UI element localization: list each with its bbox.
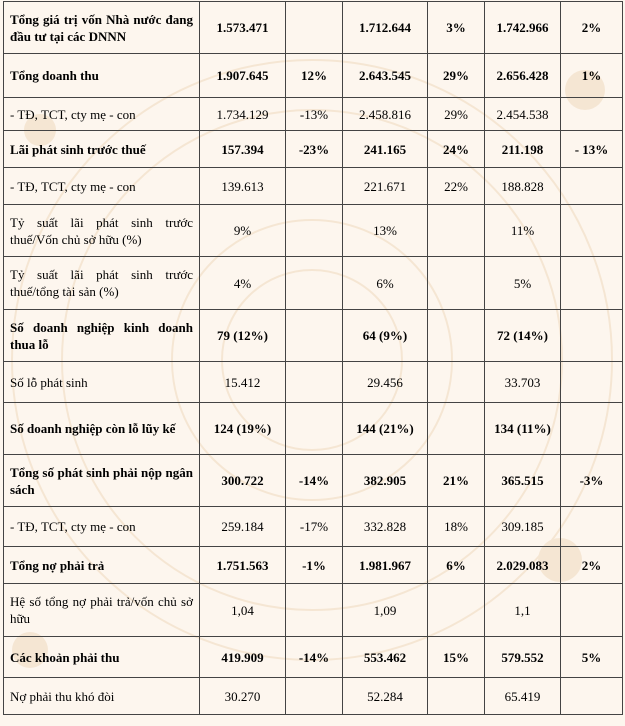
value-cell	[286, 257, 343, 310]
table-row	[4, 205, 623, 257]
value-cell: 52.284	[343, 678, 428, 715]
value-cell	[561, 507, 623, 547]
value-cell: 2.656.428	[485, 54, 561, 98]
value-cell: 2.458.816	[343, 98, 428, 131]
state-enterprise-financial-table	[3, 1, 623, 715]
row-label: Lãi phát sinh trước thuế	[4, 131, 200, 168]
row-label: - TĐ, TCT, cty mẹ - con	[4, 168, 200, 205]
value-cell: 553.462	[343, 637, 428, 678]
value-cell	[286, 310, 343, 362]
value-cell	[561, 310, 623, 362]
table-row	[4, 2, 623, 54]
table-row	[4, 257, 623, 310]
row-label: Tỷ suất lãi phát sinh trước thuế/tổng tài sản (%)	[4, 257, 200, 310]
table-row	[4, 678, 623, 715]
value-cell: 579.552	[485, 637, 561, 678]
table-body	[4, 2, 623, 715]
table-row	[4, 362, 623, 403]
value-cell: 259.184	[200, 507, 286, 547]
value-cell: 124 (19%)	[200, 403, 286, 455]
row-label: Tổng nợ phải trả	[4, 547, 200, 584]
row-label: Số lỗ phát sinh	[4, 362, 200, 403]
value-cell: 29%	[428, 54, 485, 98]
value-cell: 1,04	[200, 584, 286, 637]
value-cell: 72 (14%)	[485, 310, 561, 362]
value-cell: 22%	[428, 168, 485, 205]
value-cell: 139.613	[200, 168, 286, 205]
value-cell: -13%	[286, 98, 343, 131]
value-cell: 419.909	[200, 637, 286, 678]
value-cell: 13%	[343, 205, 428, 257]
row-label: Tỷ suất lãi phát sinh trước thuế/Vốn chủ sở hữu (%)	[4, 205, 200, 257]
value-cell: 221.671	[343, 168, 428, 205]
value-cell: -23%	[286, 131, 343, 168]
row-label: Tổng doanh thu	[4, 54, 200, 98]
value-cell: 33.703	[485, 362, 561, 403]
value-cell: 12%	[286, 54, 343, 98]
value-cell: 9%	[200, 205, 286, 257]
value-cell	[286, 403, 343, 455]
value-cell	[286, 362, 343, 403]
value-cell: 300.722	[200, 455, 286, 507]
value-cell: 1.734.129	[200, 98, 286, 131]
value-cell: 157.394	[200, 131, 286, 168]
value-cell: 11%	[485, 205, 561, 257]
value-cell: - 13%	[561, 131, 623, 168]
value-cell: 18%	[428, 507, 485, 547]
value-cell: 24%	[428, 131, 485, 168]
table-row	[4, 637, 623, 678]
value-cell: 241.165	[343, 131, 428, 168]
table-row	[4, 310, 623, 362]
value-cell: 1%	[561, 54, 623, 98]
value-cell: 29.456	[343, 362, 428, 403]
table-row	[4, 547, 623, 584]
value-cell: 2.454.538	[485, 98, 561, 131]
value-cell: 134 (11%)	[485, 403, 561, 455]
table-row	[4, 455, 623, 507]
value-cell: 2%	[561, 547, 623, 584]
value-cell: 365.515	[485, 455, 561, 507]
value-cell	[561, 205, 623, 257]
value-cell: 30.270	[200, 678, 286, 715]
row-label: - TĐ, TCT, cty mẹ - con	[4, 507, 200, 547]
value-cell	[428, 310, 485, 362]
value-cell	[561, 584, 623, 637]
value-cell	[561, 678, 623, 715]
value-cell: 64 (9%)	[343, 310, 428, 362]
value-cell: -1%	[286, 547, 343, 584]
table-row	[4, 584, 623, 637]
value-cell: 144 (21%)	[343, 403, 428, 455]
row-label: Tổng giá trị vốn Nhà nước đang đầu tư tại các DNNN	[4, 2, 200, 54]
value-cell: 2.643.545	[343, 54, 428, 98]
value-cell: 1.712.644	[343, 2, 428, 54]
value-cell: 5%	[561, 637, 623, 678]
value-cell	[428, 584, 485, 637]
table-row	[4, 403, 623, 455]
value-cell: 5%	[485, 257, 561, 310]
row-label: Tổng số phát sinh phải nộp ngân sách	[4, 455, 200, 507]
value-cell	[286, 168, 343, 205]
value-cell	[428, 205, 485, 257]
value-cell: -3%	[561, 455, 623, 507]
value-cell	[561, 403, 623, 455]
table-row	[4, 131, 623, 168]
value-cell: 65.419	[485, 678, 561, 715]
value-cell: 6%	[428, 547, 485, 584]
value-cell: 309.185	[485, 507, 561, 547]
row-label: - TĐ, TCT, cty mẹ - con	[4, 98, 200, 131]
table-row	[4, 168, 623, 205]
value-cell: 3%	[428, 2, 485, 54]
row-label: Các khoản phải thu	[4, 637, 200, 678]
value-cell: 4%	[200, 257, 286, 310]
value-cell: 188.828	[485, 168, 561, 205]
value-cell	[286, 205, 343, 257]
value-cell	[428, 362, 485, 403]
value-cell	[561, 168, 623, 205]
value-cell: 2%	[561, 2, 623, 54]
value-cell: 1,1	[485, 584, 561, 637]
value-cell: 332.828	[343, 507, 428, 547]
table-row	[4, 54, 623, 98]
value-cell: 1.981.967	[343, 547, 428, 584]
value-cell	[561, 362, 623, 403]
value-cell	[286, 678, 343, 715]
value-cell: 211.198	[485, 131, 561, 168]
value-cell: -17%	[286, 507, 343, 547]
value-cell: 1.751.563	[200, 547, 286, 584]
value-cell: 79 (12%)	[200, 310, 286, 362]
value-cell: 6%	[343, 257, 428, 310]
value-cell	[286, 2, 343, 54]
value-cell: 15%	[428, 637, 485, 678]
table-row	[4, 98, 623, 131]
value-cell	[428, 257, 485, 310]
value-cell: -14%	[286, 455, 343, 507]
value-cell: 1.907.645	[200, 54, 286, 98]
value-cell	[428, 403, 485, 455]
row-label: Hệ số tổng nợ phải trả/vốn chủ sở hữu	[4, 584, 200, 637]
value-cell: 15.412	[200, 362, 286, 403]
value-cell: 1.573.471	[200, 2, 286, 54]
value-cell: 382.905	[343, 455, 428, 507]
value-cell	[428, 678, 485, 715]
value-cell: -14%	[286, 637, 343, 678]
value-cell	[561, 98, 623, 131]
row-label: Nợ phải thu khó đòi	[4, 678, 200, 715]
value-cell	[561, 257, 623, 310]
row-label: Số doanh nghiệp còn lỗ lũy kế	[4, 403, 200, 455]
value-cell: 1.742.966	[485, 2, 561, 54]
value-cell: 2.029.083	[485, 547, 561, 584]
value-cell: 21%	[428, 455, 485, 507]
table-row	[4, 507, 623, 547]
value-cell: 1,09	[343, 584, 428, 637]
row-label: Số doanh nghiệp kinh doanh thua lỗ	[4, 310, 200, 362]
value-cell: 29%	[428, 98, 485, 131]
value-cell	[286, 584, 343, 637]
